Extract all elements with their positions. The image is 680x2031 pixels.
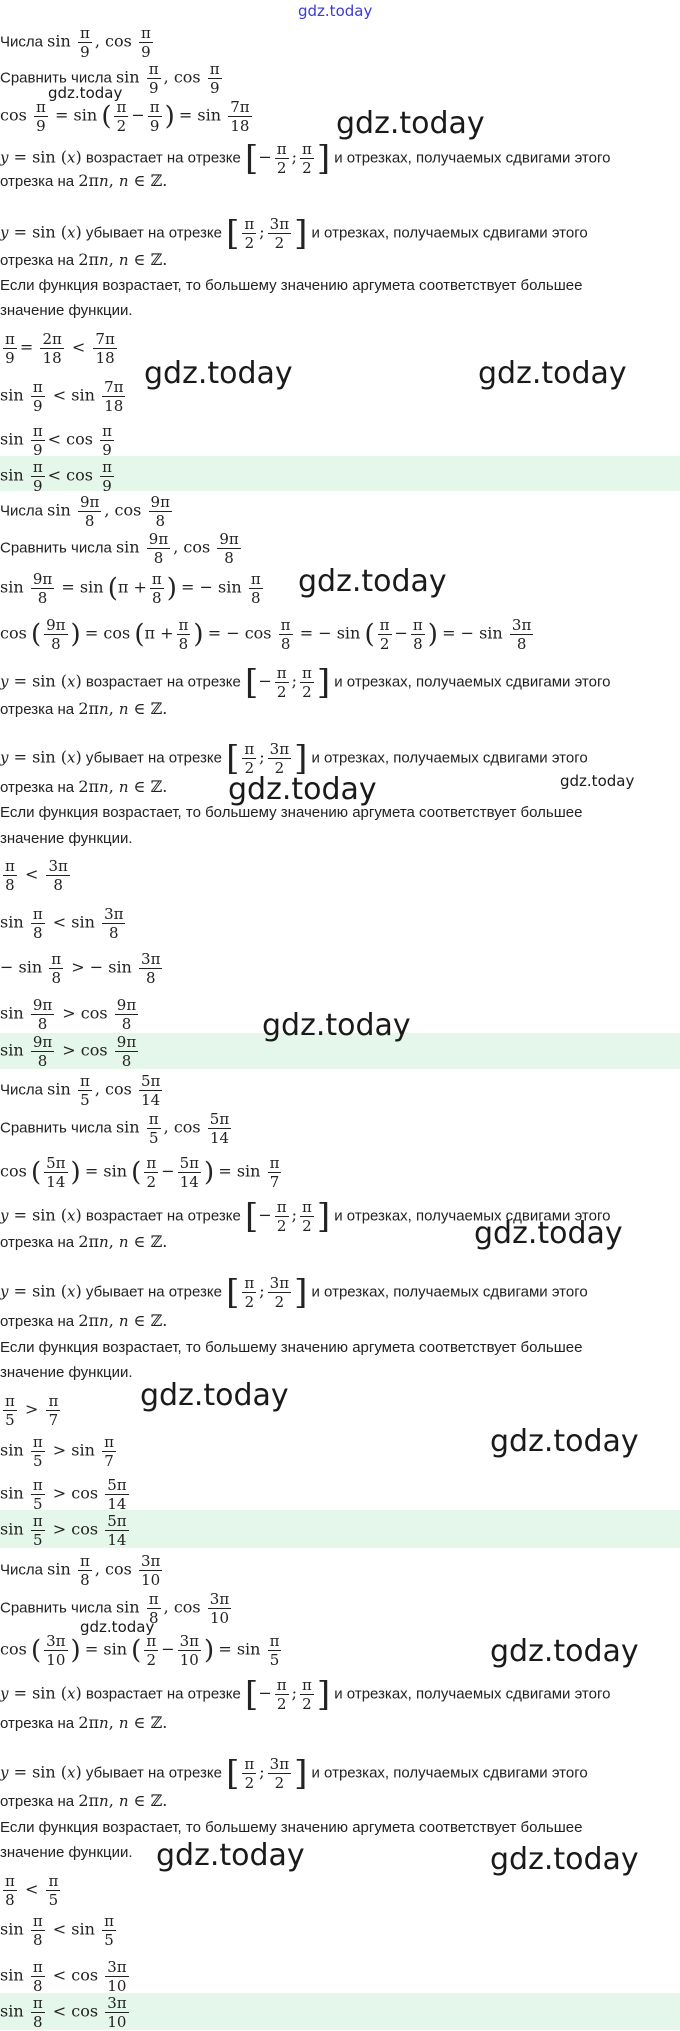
s3-period-line-2: отрезка на 2πn, n ∈ ℤ. (0, 1311, 168, 1330)
s2-rule-line-1: Если функция возрастает, то большему значению аргумета соответствует большее (0, 804, 583, 821)
s2-neg-sin-compare: − sin $\frac{\pi}{8}$ > − sin $\frac{3\pi}{8}$ (0, 950, 161, 987)
watermark: gdz.today (140, 1378, 289, 1413)
s4-period-line-2: отрезка на 2πn, n ∈ ℤ. (0, 1791, 168, 1810)
s1-compare-line: Сравнить числа sin $\frac{\pi}{9}$ , cos $\frac{\pi}{9}$ (0, 60, 220, 97)
s3-answer: sin $\frac{\pi}{5}$ > cos $\frac{5\pi}{14}$ (0, 1512, 127, 1549)
s2-period-line-1: отрезка на 2πn, n ∈ ℤ. (0, 699, 168, 718)
s2-sin-compare: sin $\frac{\pi}{8}$ < sin $\frac{3\pi}{8}$ (0, 905, 124, 942)
watermark-small: gdz.today (560, 772, 635, 790)
watermark: gdz.today (490, 1634, 639, 1669)
s4-cos-reduction: cos ( $\frac{3\pi}{10}$ ) = sin ( $\frac{\pi}{2}$ − $\frac{3\pi}{10}$ ) = sin $\frac{\pi}{5}$ (0, 1632, 280, 1669)
s3-rule-line-1: Если функция возрастает, то большему значению аргумета соответствует большее (0, 1339, 583, 1356)
watermark: gdz.today (298, 564, 447, 599)
s2-sin-cos-compare: sin $\frac{9\pi}{8}$ > cos $\frac{9\pi}{8}$ (0, 996, 137, 1033)
watermark: gdz.today (336, 106, 485, 141)
s4-arg-compare: $\frac{\pi}{8}$ < $\frac{\pi}{5}$ (5, 1872, 59, 1909)
s3-rule-line-2: значение функции. (0, 1364, 133, 1381)
s1-rule-line-1: Если функция возрастает, то большему значению аргумета соответствует большее (0, 277, 583, 294)
watermark: gdz.today (474, 1216, 623, 1251)
s4-period-line-1: отрезка на 2πn, n ∈ ℤ. (0, 1713, 168, 1732)
s4-rule-line-1: Если функция возрастает, то большему значению аргумета соответствует большее (0, 1819, 583, 1836)
s1-cos-compare: sin $\frac{\pi}{9}$ < cos $\frac{\pi}{9}$ (0, 422, 112, 459)
s1-increase-line: y = sin (x) возрастает на отрезке [− $\frac{\pi}{2}$ ; $\frac{\pi}{2}$ ] и отрезках, получаемых сдвигами этого (0, 138, 611, 179)
s2-period-line-2: отрезка на 2πn, n ∈ ℤ. (0, 777, 168, 796)
s2-numbers-line: Числа sin $\frac{9\pi}{8}$ , cos $\frac{9\pi}{8}$ (0, 493, 170, 530)
watermark: gdz.today (490, 1842, 639, 1877)
s3-arg-compare: $\frac{\pi}{5}$ > $\frac{\pi}{7}$ (5, 1392, 59, 1429)
s4-numbers-line: Числа sin $\frac{\pi}{8}$ , cos $\frac{3\pi}{10}$ (0, 1552, 161, 1589)
s3-period-line-1: отрезка на 2πn, n ∈ ℤ. (0, 1232, 168, 1251)
s4-decrease-line: y = sin (x) убывает на отрезке [ $\frac{\pi}{2}$ ; $\frac{3\pi}{2}$ ] и отрезках, получаемых сдвигами этого (0, 1753, 588, 1794)
s2-compare-line: Сравнить числа sin $\frac{9\pi}{8}$ , cos $\frac{9\pi}{8}$ (0, 530, 239, 567)
s1-arg-compare: $\frac{\pi}{9}$ = $\frac{2\pi}{18}$ < $\frac{7\pi}{18}$ (5, 330, 115, 367)
s1-answer: sin $\frac{\pi}{9}$ < cos $\frac{\pi}{9}$ (0, 458, 112, 495)
s2-decrease-line: y = sin (x) убывает на отрезке [ $\frac{\pi}{2}$ ; $\frac{3\pi}{2}$ ] и отрезках, получаемых сдвигами этого (0, 738, 588, 779)
s1-rule-line-2: значение функции. (0, 302, 133, 319)
watermark: gdz.today (156, 1838, 305, 1873)
s3-decrease-line: y = sin (x) убывает на отрезке [ $\frac{\pi}{2}$ ; $\frac{3\pi}{2}$ ] и отрезках, получаемых сдвигами этого (0, 1272, 588, 1313)
s2-sin-reduction: sin $\frac{9\pi}{8}$ = sin (π + $\frac{\pi}{8}$ ) = − sin $\frac{\pi}{8}$ (0, 570, 261, 607)
s2-arg-compare: $\frac{\pi}{8}$ < $\frac{3\pi}{8}$ (5, 857, 68, 894)
watermark: gdz.today (478, 356, 627, 391)
watermark-small: gdz.today (80, 1618, 155, 1636)
s2-rule-line-2: значение функции. (0, 830, 133, 847)
s4-sin-compare: sin $\frac{\pi}{8}$ < sin $\frac{\pi}{5}$ (0, 1912, 114, 1949)
s4-cos-compare: sin $\frac{\pi}{8}$ < cos $\frac{3\pi}{10}$ (0, 1958, 127, 1995)
s4-answer: sin $\frac{\pi}{8}$ < cos $\frac{3\pi}{10}$ (0, 1994, 127, 2031)
s2-cos-reduction: cos ( $\frac{9\pi}{8}$ ) = cos (π + $\frac{\pi}{8}$ ) = − cos $\frac{\pi}{8}$ = − sin ( $\frac{\pi}{2}$ − $\frac{\pi}{8}$ ) = − sin $\frac{3\pi}{8}$ (0, 616, 532, 653)
watermark: gdz.today (228, 772, 377, 807)
watermark-small: gdz.today (48, 84, 123, 102)
s1-numbers-line: Числа sin $\frac{\pi}{9}$ , cos $\frac{\pi}{9}$ (0, 24, 151, 61)
watermark: gdz.today (262, 1008, 411, 1043)
watermark: gdz.today (490, 1424, 639, 1459)
s3-numbers-line: Числа sin $\frac{\pi}{5}$ , cos $\frac{5\pi}{14}$ (0, 1072, 161, 1109)
s2-answer: sin $\frac{9\pi}{8}$ > cos $\frac{9\pi}{8}$ (0, 1033, 137, 1070)
s1-cos-reduction: cos $\frac{\pi}{9}$ = sin ( $\frac{\pi}{2}$ − $\frac{\pi}{9}$ ) = sin $\frac{7\pi}{18}$ (0, 98, 250, 135)
s1-period-line-2: отрезка на 2πn, n ∈ ℤ. (0, 250, 168, 269)
s1-decrease-line: y = sin (x) убывает на отрезке [ $\frac{\pi}{2}$ ; $\frac{3\pi}{2}$ ] и отрезках, получаемых сдвигами этого (0, 213, 588, 254)
s4-rule-line-2: значение функции. (0, 1844, 133, 1861)
s3-cos-compare: sin $\frac{\pi}{5}$ > cos $\frac{5\pi}{14}$ (0, 1476, 127, 1513)
s4-compare-line: Сравнить числа sin $\frac{\pi}{8}$ , cos $\frac{3\pi}{10}$ (0, 1590, 230, 1627)
s2-increase-line: y = sin (x) возрастает на отрезке [− $\frac{\pi}{2}$ ; $\frac{\pi}{2}$ ] и отрезках, получаемых сдвигами этого (0, 662, 611, 703)
watermark: gdz.today (144, 356, 293, 391)
s3-sin-compare: sin $\frac{\pi}{5}$ > sin $\frac{\pi}{7}$ (0, 1433, 114, 1470)
s3-increase-line: y = sin (x) возрастает на отрезке [− $\frac{\pi}{2}$ ; $\frac{\pi}{2}$ ] и отрезках, получаемых сдвигами этого (0, 1196, 611, 1237)
s3-cos-reduction: cos ( $\frac{5\pi}{14}$ ) = sin ( $\frac{\pi}{2}$ − $\frac{5\pi}{14}$ ) = sin $\frac{\pi}{7}$ (0, 1154, 280, 1191)
watermark-top: gdz.today (298, 2, 373, 20)
s1-period-line-1: отрезка на 2πn, n ∈ ℤ. (0, 171, 168, 190)
s1-sin-compare: sin $\frac{\pi}{9}$ < sin $\frac{7\pi}{18}$ (0, 378, 124, 415)
s4-increase-line: y = sin (x) возрастает на отрезке [− $\frac{\pi}{2}$ ; $\frac{\pi}{2}$ ] и отрезках, получаемых сдвигами этого (0, 1674, 611, 1715)
s3-compare-line: Сравнить числа sin $\frac{\pi}{5}$ , cos $\frac{5\pi}{14}$ (0, 1110, 230, 1147)
